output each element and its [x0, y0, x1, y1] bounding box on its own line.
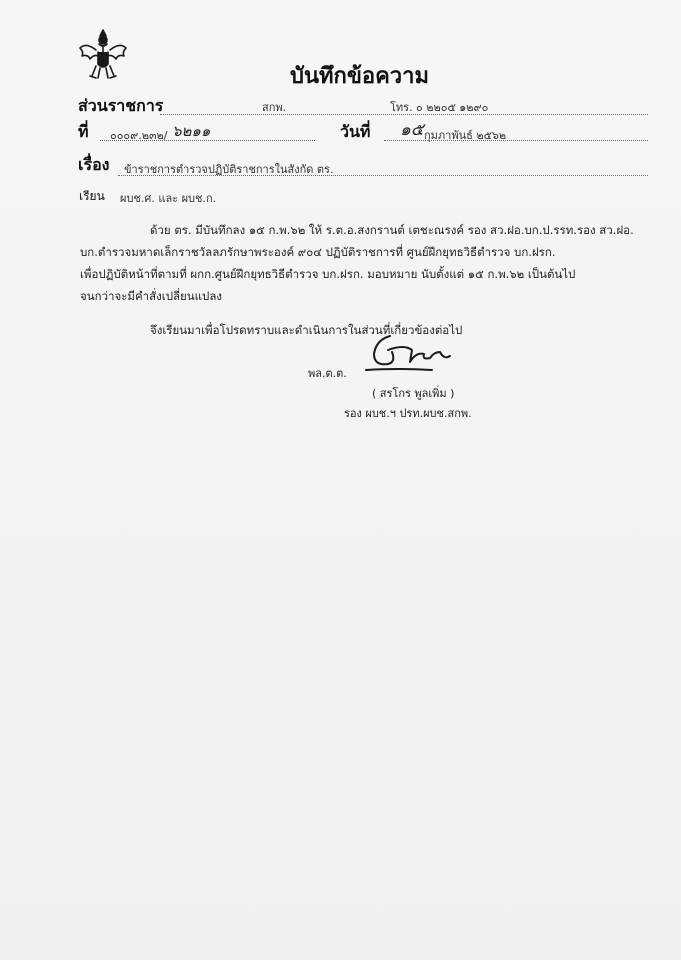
- date-month-year: กุมภาพันธ์ ๒๕๖๒: [424, 129, 507, 142]
- signer-position: รอง ผบช.ฯ ปรท.ผบช.สกพ.: [344, 407, 472, 420]
- agency-value: สกพ.: [262, 101, 287, 114]
- agency-label: ส่วนราชการ: [78, 96, 164, 115]
- body-line-1: ด้วย ตร. มีบันทึกลง ๑๕ ก.พ.๖๒ ให้ ร.ต.อ.สงกรานต์ เตชะณรงค์ รอง สว.ฝอ.บก.ป.รรท.รอง สว.ฝอ.: [150, 223, 634, 237]
- to-value: ผบช.ศ. และ ผบช.ก.: [120, 192, 217, 205]
- doc-number-handwritten: ๖๒๑๑: [172, 122, 211, 140]
- signer-name: ( สรโกร พูลเพิ่ม ): [372, 387, 455, 400]
- subject-rule: [118, 175, 648, 176]
- subject-label: เรื่อง: [78, 155, 110, 174]
- date-day-handwritten: ๑๕: [400, 120, 424, 140]
- date-rule: [384, 140, 648, 141]
- doc-number-rule: [100, 140, 315, 141]
- page-title: บันทึกข้อความ: [290, 64, 430, 89]
- doc-number-label: ที่: [78, 122, 89, 141]
- signer-rank: พล.ต.ต.: [308, 367, 347, 380]
- signature-scribble-icon: [360, 330, 460, 378]
- body-line-4: จนกว่าจะมีคำสั่งเปลี่ยนแปลง: [80, 289, 223, 303]
- body-line-3: เพื่อปฏิบัติหน้าที่ตามที่ ผกก.ศูนย์ฝึกยุทธวิธีตำรวจ บก.ฝรก. มอบหมาย นับตั้งแต่ ๑๕ ก.พ.๖๒ เป็นต้นไป: [80, 267, 576, 281]
- subject-value: ข้าราชการตำรวจปฏิบัติราชการในสังกัด ตร.: [124, 163, 334, 176]
- phone-number: โทร. ๐ ๒๒๐๕ ๑๒๙๐: [390, 101, 489, 114]
- body-line-2: บก.ตำรวจมหาดเล็กราชวัลลภรักษาพระองค์ ๙๐๔ ปฏิบัติราชการที่ ศูนย์ฝึกยุทธวิธีตำรวจ บก.ฝรก.: [80, 245, 556, 259]
- to-label: เรียน: [79, 189, 105, 203]
- date-label: วันที่: [340, 122, 371, 141]
- garuda-emblem-icon: [74, 26, 132, 84]
- doc-number-value: ๐๐๐๙.๒๓๒/: [110, 129, 168, 142]
- agency-rule: [160, 114, 648, 115]
- closing-line: จึงเรียนมาเพื่อโปรดทราบและดำเนินการในส่วนที่เกี่ยวข้องต่อไป: [150, 323, 463, 337]
